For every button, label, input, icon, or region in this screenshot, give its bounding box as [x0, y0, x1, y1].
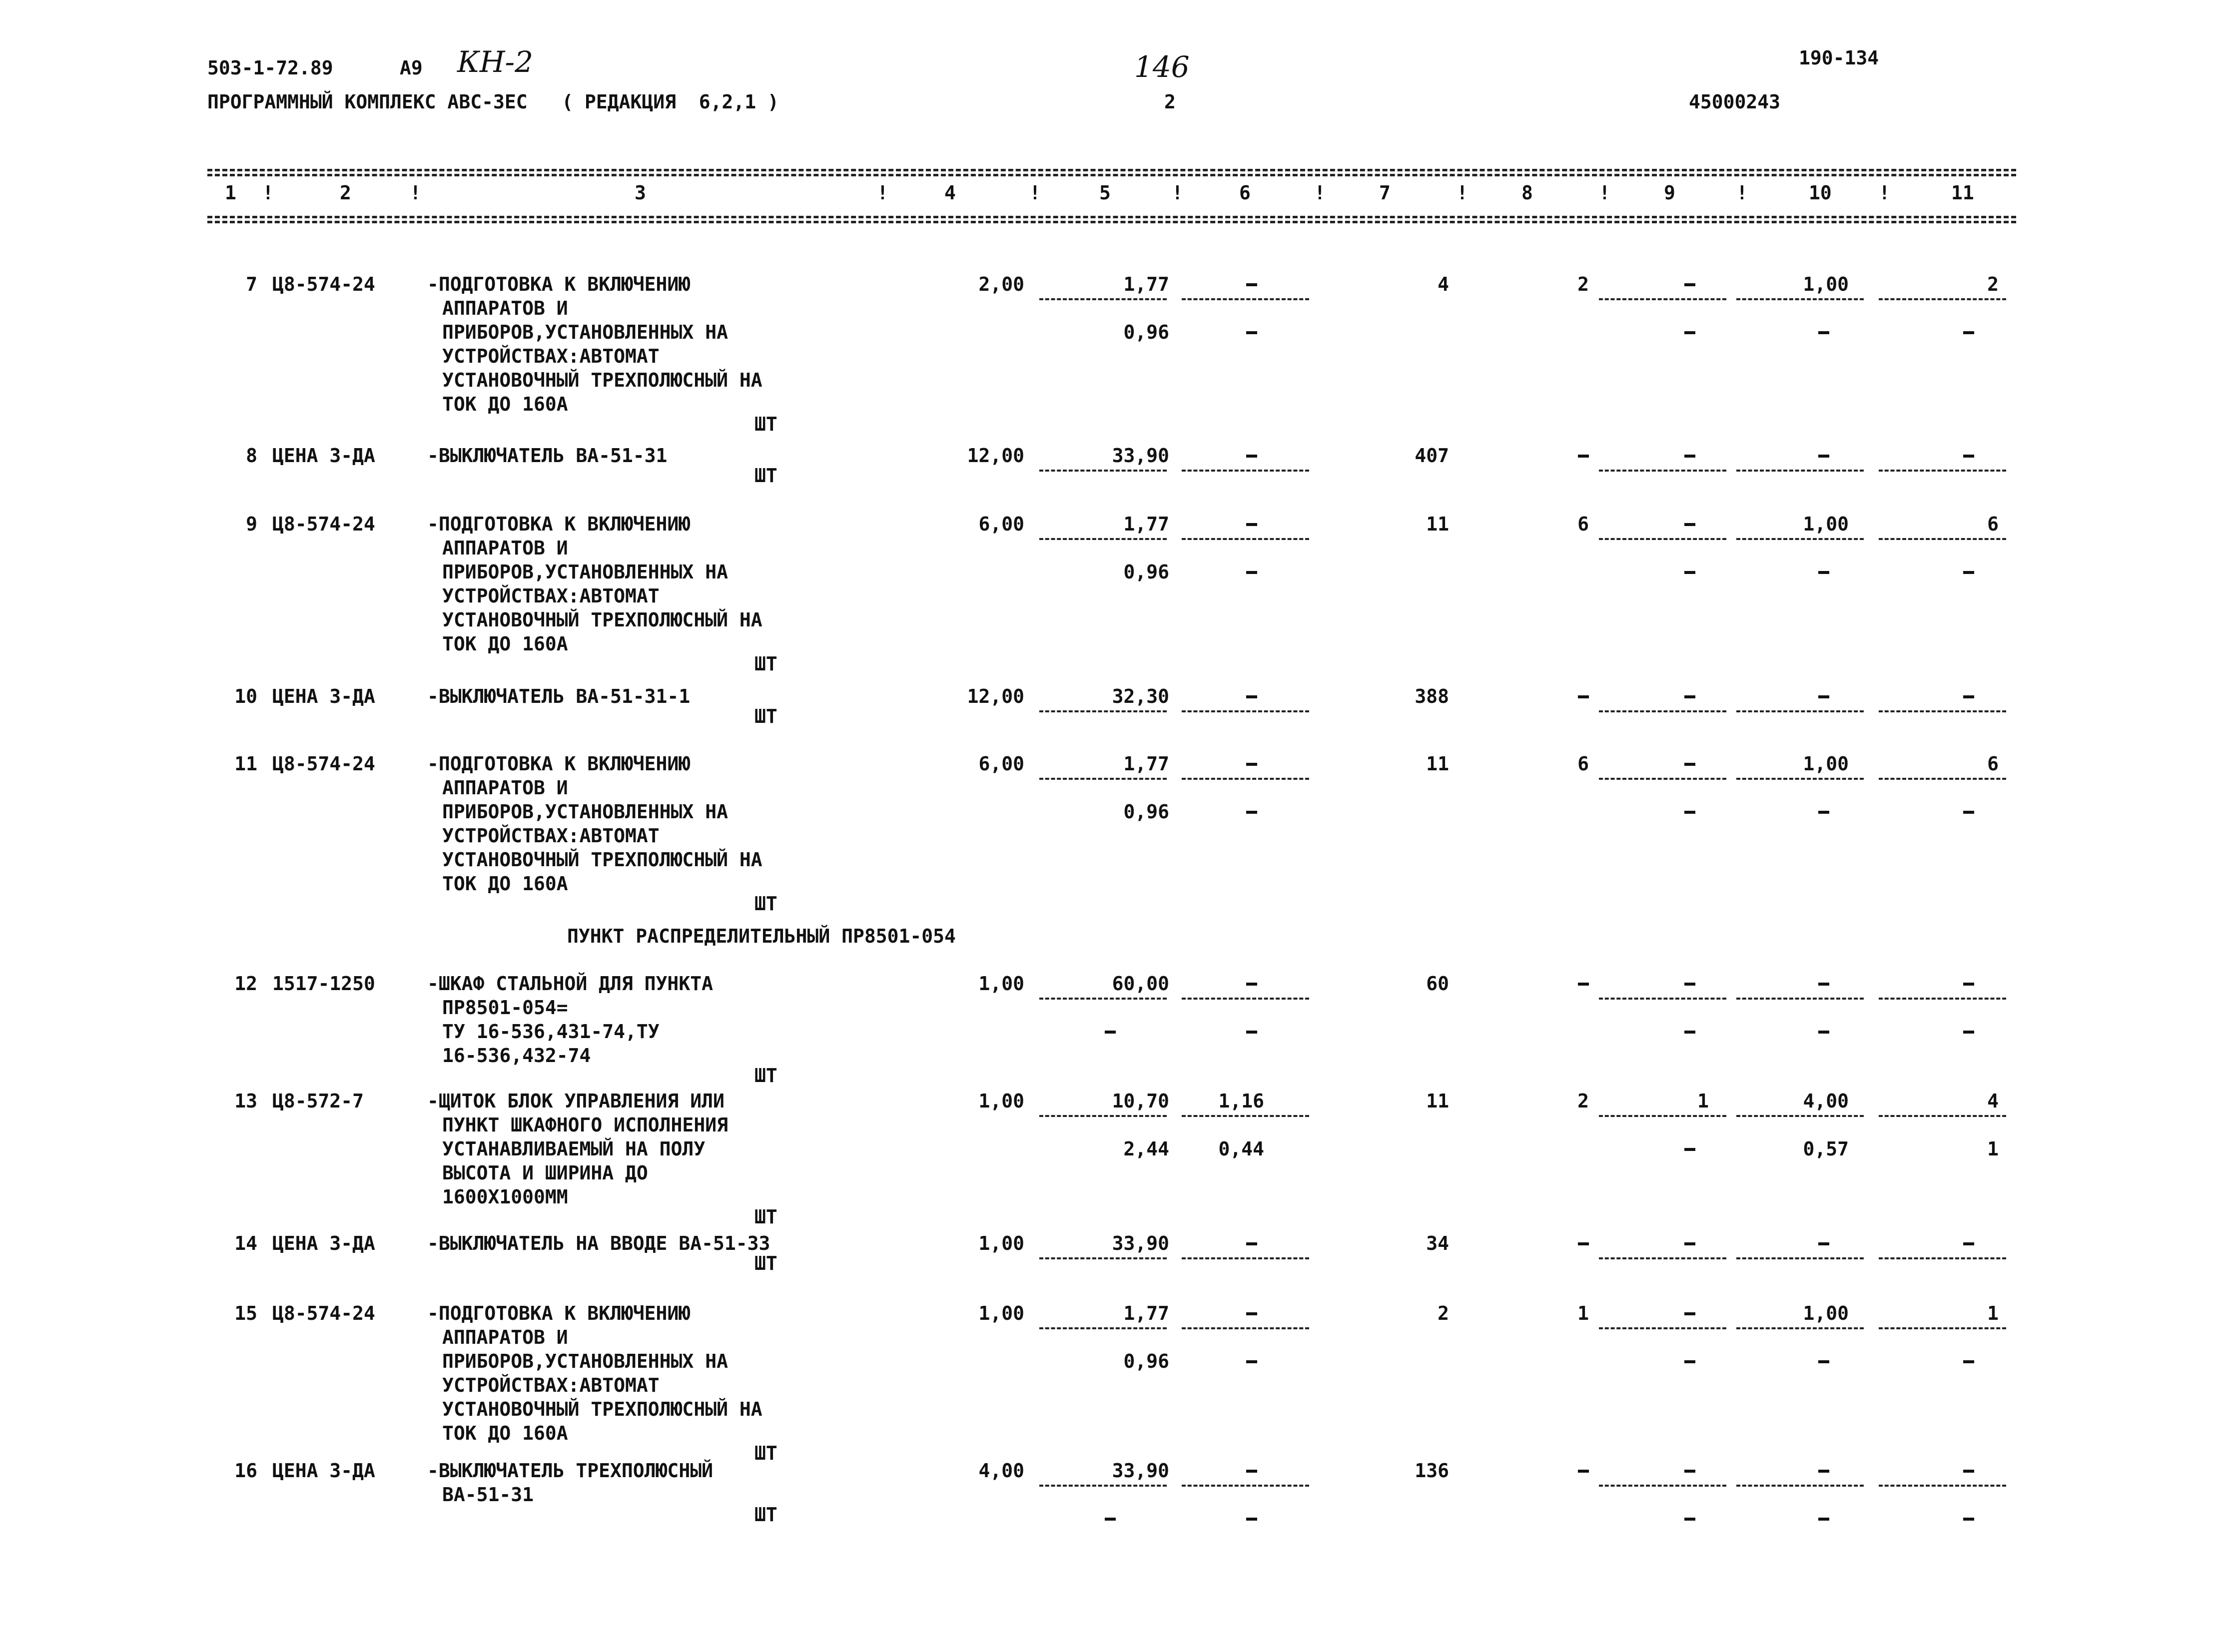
c5-fraction-rule: [1039, 710, 1167, 712]
c10-fraction-rule: [1736, 1257, 1864, 1259]
c9-dash: [1684, 763, 1695, 766]
c7-value: 34: [1426, 1232, 1449, 1254]
c11-fraction-rule: [1879, 710, 2006, 712]
c6-fraction-rule: [1182, 998, 1309, 1000]
column-separator: !: [1879, 182, 1890, 204]
quantity-value: 12,00: [967, 445, 1024, 467]
description-line: ПРИБОРОВ,УСТАНОВЛЕННЫХ НА: [442, 561, 728, 583]
c8-value: 2: [1577, 1090, 1589, 1112]
c6-dash: [1246, 695, 1257, 698]
c10-dash: [1818, 983, 1829, 986]
c5-fraction-rule: [1039, 1485, 1167, 1487]
c5-fraction-rule: [1039, 1115, 1167, 1117]
page-number-printed: 2: [1164, 91, 1176, 113]
right-code: 190-134: [1799, 47, 1879, 69]
c7-value: 136: [1415, 1460, 1449, 1482]
unit-label: ШТ: [754, 1442, 777, 1464]
row-code: ЦЕНА 3-ДА: [272, 685, 375, 707]
quantity-value: 1,00: [978, 1232, 1024, 1254]
column-number-2: 2: [340, 182, 351, 204]
c10-fraction-rule: [1736, 710, 1864, 712]
c5-value: 1,77: [1123, 1302, 1169, 1324]
c7-value: 11: [1426, 1090, 1449, 1112]
description-line: АППАРАТОВ И: [442, 537, 568, 559]
c11-fraction-rule: [1879, 998, 2006, 1000]
description-line: ТОК ДО 160А: [442, 633, 568, 655]
c10-lower-dash: [1818, 1518, 1829, 1521]
description-line: ТОК ДО 160А: [442, 393, 568, 415]
c7-value: 2: [1438, 1302, 1449, 1324]
c8-dash: [1578, 455, 1589, 458]
c10-value: 1,00: [1803, 753, 1849, 775]
c11-dash: [1963, 983, 1974, 986]
column-number-1: 1: [225, 182, 236, 204]
c6-dash: [1246, 523, 1257, 526]
c11-value: 6: [1987, 753, 1999, 775]
description-line: УСТРОЙСТВАХ:АВТОМАТ: [442, 825, 660, 847]
description-line: ПРИБОРОВ,УСТАНОВЛЕННЫХ НА: [442, 1350, 728, 1372]
description-line: ТОК ДО 160А: [442, 1422, 568, 1444]
c9-lower-dash: [1684, 1148, 1695, 1151]
column-separator: !: [1314, 182, 1326, 204]
c10-fraction-rule: [1736, 998, 1864, 1000]
c8-dash: [1578, 1470, 1589, 1473]
c9-fraction-rule: [1599, 778, 1726, 780]
c7-value: 4: [1438, 273, 1449, 295]
description-line: УСТАНАВЛИВАЕМЫЙ НА ПОЛУ: [442, 1138, 706, 1160]
c6-dash: [1246, 1242, 1257, 1245]
c10-value: 4,00: [1803, 1090, 1849, 1112]
c8-dash: [1578, 1242, 1589, 1245]
c6-dash: [1246, 983, 1257, 986]
unit-label: ШТ: [754, 413, 777, 435]
row-code: ЦЕНА 3-ДА: [272, 445, 375, 467]
c9-lower-dash: [1684, 1518, 1695, 1521]
column-separator: !: [1029, 182, 1041, 204]
c5-value: 33,90: [1112, 445, 1169, 467]
c6-dash: [1246, 1470, 1257, 1473]
row-number: 9: [246, 513, 257, 535]
doc-code: 503-1-72.89: [207, 57, 333, 79]
c10-fraction-rule: [1736, 1485, 1864, 1487]
description-line: УСТАНОВОЧНЫЙ ТРЕХПОЛЮСНЫЙ НА: [442, 1398, 762, 1420]
description-line: УСТАНОВОЧНЫЙ ТРЕХПОЛЮСНЫЙ НА: [442, 609, 762, 631]
c10-fraction-rule: [1736, 1327, 1864, 1329]
description-line: 1600Х1000ММ: [442, 1186, 568, 1208]
c10-fraction-rule: [1736, 298, 1864, 300]
c6-dash: [1246, 455, 1257, 458]
c5-fraction-rule: [1039, 538, 1167, 540]
row-number: 13: [234, 1090, 257, 1112]
column-number-9: 9: [1664, 182, 1675, 204]
description-line: ПУНКТ ШКАФНОГО ИСПОЛНЕНИЯ: [442, 1114, 728, 1136]
row-number: 15: [234, 1302, 257, 1324]
description-line: ПР8501-054=: [442, 997, 568, 1019]
description-line: АППАРАТОВ И: [442, 777, 568, 799]
c9-lower-dash: [1684, 811, 1695, 814]
description-line: ПРИБОРОВ,УСТАНОВЛЕННЫХ НА: [442, 321, 728, 343]
c8-value: 2: [1577, 273, 1589, 295]
c6-lower-dash: [1246, 571, 1257, 574]
c10-fraction-rule: [1736, 470, 1864, 472]
description-line: ТУ 16-536,431-74,ТУ: [442, 1021, 660, 1043]
c9-lower-dash: [1684, 571, 1695, 574]
description-line: -ШКАФ СТАЛЬНОЙ ДЛЯ ПУНКТА: [427, 973, 713, 995]
c8-dash: [1578, 695, 1589, 698]
description-line: 16-536,432-74: [442, 1045, 591, 1067]
c6-fraction-rule: [1182, 1115, 1309, 1117]
c11-lower-dash: [1963, 1031, 1974, 1034]
c9-fraction-rule: [1599, 1485, 1726, 1487]
c5-fraction-rule: [1039, 778, 1167, 780]
c9-dash: [1684, 455, 1695, 458]
book-handwritten: КН-2: [457, 45, 533, 79]
c9-dash: [1684, 983, 1695, 986]
c8-value: 6: [1577, 753, 1589, 775]
c5-lower-dash: [1105, 1031, 1116, 1034]
c6-lower-dash: [1246, 331, 1257, 334]
c5-fraction-rule: [1039, 298, 1167, 300]
c5-value: 33,90: [1112, 1460, 1169, 1482]
quantity-value: 1,00: [978, 973, 1024, 995]
row-code: 1517-1250: [272, 973, 375, 995]
row-code: Ц8-572-7: [272, 1090, 364, 1112]
c11-value: 2: [1987, 273, 1999, 295]
quantity-value: 1,00: [978, 1090, 1024, 1112]
quantity-value: 12,00: [967, 685, 1024, 707]
column-separator: !: [1172, 182, 1183, 204]
c6-fraction-rule: [1182, 1327, 1309, 1329]
c11-dash: [1963, 1242, 1974, 1245]
c5-value: 60,00: [1112, 973, 1169, 995]
c10-value: 1,00: [1803, 513, 1849, 535]
c8-value: 1: [1577, 1302, 1589, 1324]
row-code: Ц8-574-24: [272, 513, 375, 535]
c7-value: 407: [1415, 445, 1449, 467]
c10-lower-dash: [1818, 1360, 1829, 1363]
row-number: 10: [234, 685, 257, 707]
c9-fraction-rule: [1599, 298, 1726, 300]
column-separator: !: [262, 182, 274, 204]
column-separator: !: [877, 182, 888, 204]
row-number: 16: [234, 1460, 257, 1482]
c5-fraction-rule: [1039, 470, 1167, 472]
c6-dash: [1246, 1312, 1257, 1315]
unit-label: ШТ: [754, 653, 777, 675]
c6-fraction-rule: [1182, 778, 1309, 780]
description-line: УСТРОЙСТВАХ:АВТОМАТ: [442, 1374, 660, 1396]
c5-value: 10,70: [1112, 1090, 1169, 1112]
c9-fraction-rule: [1599, 538, 1726, 540]
description-line: -ПОДГОТОВКА К ВКЛЮЧЕНИЮ: [427, 1302, 691, 1324]
c9-fraction-rule: [1599, 470, 1726, 472]
description-line: -ПОДГОТОВКА К ВКЛЮЧЕНИЮ: [427, 513, 691, 535]
c9-dash: [1684, 523, 1695, 526]
c11-fraction-rule: [1879, 1115, 2006, 1117]
c7-value: 11: [1426, 753, 1449, 775]
c9-fraction-rule: [1599, 1115, 1726, 1117]
quantity-value: 1,00: [978, 1302, 1024, 1324]
c5-value: 1,77: [1123, 753, 1169, 775]
description-line: -ВЫКЛЮЧАТЕЛЬ ТРЕХПОЛЮСНЫЙ: [427, 1460, 713, 1482]
column-number-10: 10: [1809, 182, 1832, 204]
c5-fraction-rule: [1039, 1327, 1167, 1329]
c10-lower-dash: [1818, 571, 1829, 574]
c10-fraction-rule: [1736, 778, 1864, 780]
description-line: УСТРОЙСТВАХ:АВТОМАТ: [442, 345, 660, 367]
c8-dash: [1578, 983, 1589, 986]
c6-lower-dash: [1246, 1518, 1257, 1521]
c10-lower-value: 0,57: [1803, 1138, 1849, 1160]
unit-label: ШТ: [754, 1504, 777, 1526]
c11-fraction-rule: [1879, 470, 2006, 472]
header-rule-bottom-2: [207, 221, 2016, 223]
c10-lower-dash: [1818, 811, 1829, 814]
c10-fraction-rule: [1736, 1115, 1864, 1117]
description-line: -ВЫКЛЮЧАТЕЛЬ НА ВВОДЕ ВА-51-33: [427, 1232, 770, 1254]
c10-dash: [1818, 455, 1829, 458]
c11-value: 1: [1987, 1302, 1999, 1324]
description-line: УСТАНОВОЧНЫЙ ТРЕХПОЛЮСНЫЙ НА: [442, 369, 762, 391]
row-number: 12: [234, 973, 257, 995]
unit-label: ШТ: [754, 1065, 777, 1087]
c10-dash: [1818, 695, 1829, 698]
row-number: 14: [234, 1232, 257, 1254]
quantity-value: 2,00: [978, 273, 1024, 295]
c6-value: 1,16: [1218, 1090, 1264, 1112]
description-line: ПРИБОРОВ,УСТАНОВЛЕННЫХ НА: [442, 801, 728, 823]
c11-fraction-rule: [1879, 778, 2006, 780]
c6-fraction-rule: [1182, 538, 1309, 540]
description-line: -ВЫКЛЮЧАТЕЛЬ ВА-51-31-1: [427, 685, 691, 707]
description-line: -ВЫКЛЮЧАТЕЛЬ ВА-51-31: [427, 445, 668, 467]
c9-dash: [1684, 283, 1695, 286]
c9-value: 1: [1697, 1090, 1709, 1112]
description-line: -ПОДГОТОВКА К ВКЛЮЧЕНИЮ: [427, 273, 691, 295]
c11-dash: [1963, 695, 1974, 698]
c5-value: 32,30: [1112, 685, 1169, 707]
quantity-value: 6,00: [978, 513, 1024, 535]
description-line: -ПОДГОТОВКА К ВКЛЮЧЕНИЮ: [427, 753, 691, 775]
c5-value: 33,90: [1112, 1232, 1169, 1254]
c9-lower-dash: [1684, 1031, 1695, 1034]
column-number-8: 8: [1521, 182, 1533, 204]
row-code: ЦЕНА 3-ДА: [272, 1232, 375, 1254]
sheet-format: А9: [400, 57, 423, 79]
unit-label: ШТ: [754, 465, 777, 487]
row-number: 8: [246, 445, 257, 467]
c11-fraction-rule: [1879, 298, 2006, 300]
c9-fraction-rule: [1599, 998, 1726, 1000]
c9-lower-dash: [1684, 331, 1695, 334]
description-line: ВЫСОТА И ШИРИНА ДО: [442, 1162, 648, 1184]
row-code: ЦЕНА 3-ДА: [272, 1460, 375, 1482]
c9-lower-dash: [1684, 1360, 1695, 1363]
column-number-7: 7: [1379, 182, 1391, 204]
column-number-3: 3: [635, 182, 646, 204]
c9-dash: [1684, 1470, 1695, 1473]
column-number-11: 11: [1951, 182, 1974, 204]
unit-label: ШТ: [754, 1206, 777, 1228]
header-rule-bottom: [207, 216, 2016, 218]
c6-dash: [1246, 763, 1257, 766]
c5-lower-value: 0,96: [1123, 1350, 1169, 1372]
program-line: ПРОГРАММНЫЙ КОМПЛЕКС АВС-3ЕС ( РЕДАКЦИЯ 6,2,1 ): [207, 91, 779, 113]
c11-lower-dash: [1963, 331, 1974, 334]
description-line: АППАРАТОВ И: [442, 297, 568, 319]
c8-value: 6: [1577, 513, 1589, 535]
c9-fraction-rule: [1599, 1257, 1726, 1259]
c5-lower-value: 2,44: [1123, 1138, 1169, 1160]
column-number-5: 5: [1099, 182, 1111, 204]
header-rule-top: [207, 169, 2016, 171]
unit-label: ШТ: [754, 893, 777, 915]
page-number-handwritten: 146: [1134, 50, 1190, 84]
c9-fraction-rule: [1599, 710, 1726, 712]
c5-fraction-rule: [1039, 1257, 1167, 1259]
c10-dash: [1818, 1470, 1829, 1473]
column-separator: !: [1457, 182, 1468, 204]
quantity-value: 6,00: [978, 753, 1024, 775]
c5-lower-value: 0,96: [1123, 561, 1169, 583]
description-line: АППАРАТОВ И: [442, 1326, 568, 1348]
c9-fraction-rule: [1599, 1327, 1726, 1329]
c11-lower-value: 1: [1987, 1138, 1999, 1160]
c6-lower-dash: [1246, 1031, 1257, 1034]
c10-value: 1,00: [1803, 273, 1849, 295]
quantity-value: 4,00: [978, 1460, 1024, 1482]
c7-value: 11: [1426, 513, 1449, 535]
c5-value: 1,77: [1123, 513, 1169, 535]
column-separator: !: [1599, 182, 1610, 204]
c11-fraction-rule: [1879, 538, 2006, 540]
row-number: 7: [246, 273, 257, 295]
c11-lower-dash: [1963, 811, 1974, 814]
row-code: Ц8-574-24: [272, 273, 375, 295]
c10-lower-dash: [1818, 331, 1829, 334]
c6-lower-dash: [1246, 1360, 1257, 1363]
c11-lower-dash: [1963, 571, 1974, 574]
c6-dash: [1246, 283, 1257, 286]
header-rule-top-2: [207, 174, 2016, 176]
row-code: Ц8-574-24: [272, 1302, 375, 1324]
right-number: 45000243: [1689, 91, 1781, 113]
c11-value: 4: [1987, 1090, 1999, 1112]
c9-dash: [1684, 1242, 1695, 1245]
column-number-6: 6: [1239, 182, 1251, 204]
unit-label: ШТ: [754, 705, 777, 727]
row-number: 11: [234, 753, 257, 775]
c5-lower-dash: [1105, 1518, 1116, 1521]
c11-dash: [1963, 455, 1974, 458]
c6-fraction-rule: [1182, 710, 1309, 712]
c10-fraction-rule: [1736, 538, 1864, 540]
c5-lower-value: 0,96: [1123, 801, 1169, 823]
c11-fraction-rule: [1879, 1327, 2006, 1329]
c11-lower-dash: [1963, 1518, 1974, 1521]
c7-value: 60: [1426, 973, 1449, 995]
description-line: УСТРОЙСТВАХ:АВТОМАТ: [442, 585, 660, 607]
description-line: ВА-51-31: [442, 1484, 534, 1506]
description-line: УСТАНОВОЧНЫЙ ТРЕХПОЛЮСНЫЙ НА: [442, 849, 762, 871]
column-separator: !: [1736, 182, 1748, 204]
c10-dash: [1818, 1242, 1829, 1245]
c5-lower-value: 0,96: [1123, 321, 1169, 343]
description-line: ТОК ДО 160А: [442, 873, 568, 895]
description-line: -ЩИТОК БЛОК УПРАВЛЕНИЯ ИЛИ: [427, 1090, 725, 1112]
c11-fraction-rule: [1879, 1257, 2006, 1259]
c6-lower-dash: [1246, 811, 1257, 814]
unit-label: ШТ: [754, 1252, 777, 1274]
c11-dash: [1963, 1470, 1974, 1473]
c10-value: 1,00: [1803, 1302, 1849, 1324]
c11-value: 6: [1987, 513, 1999, 535]
c6-fraction-rule: [1182, 298, 1309, 300]
c6-fraction-rule: [1182, 1257, 1309, 1259]
c6-lower-value: 0,44: [1218, 1138, 1264, 1160]
c10-lower-dash: [1818, 1031, 1829, 1034]
c5-value: 1,77: [1123, 273, 1169, 295]
row-code: Ц8-574-24: [272, 753, 375, 775]
column-number-4: 4: [944, 182, 956, 204]
c7-value: 388: [1415, 685, 1449, 707]
c5-fraction-rule: [1039, 998, 1167, 1000]
section-title: ПУНКТ РАСПРЕДЕЛИТЕЛЬНЫЙ ПР8501-054: [567, 925, 956, 947]
c11-fraction-rule: [1879, 1485, 2006, 1487]
c9-dash: [1684, 1312, 1695, 1315]
c6-fraction-rule: [1182, 1485, 1309, 1487]
c6-fraction-rule: [1182, 470, 1309, 472]
c11-lower-dash: [1963, 1360, 1974, 1363]
column-separator: !: [410, 182, 421, 204]
c9-dash: [1684, 695, 1695, 698]
